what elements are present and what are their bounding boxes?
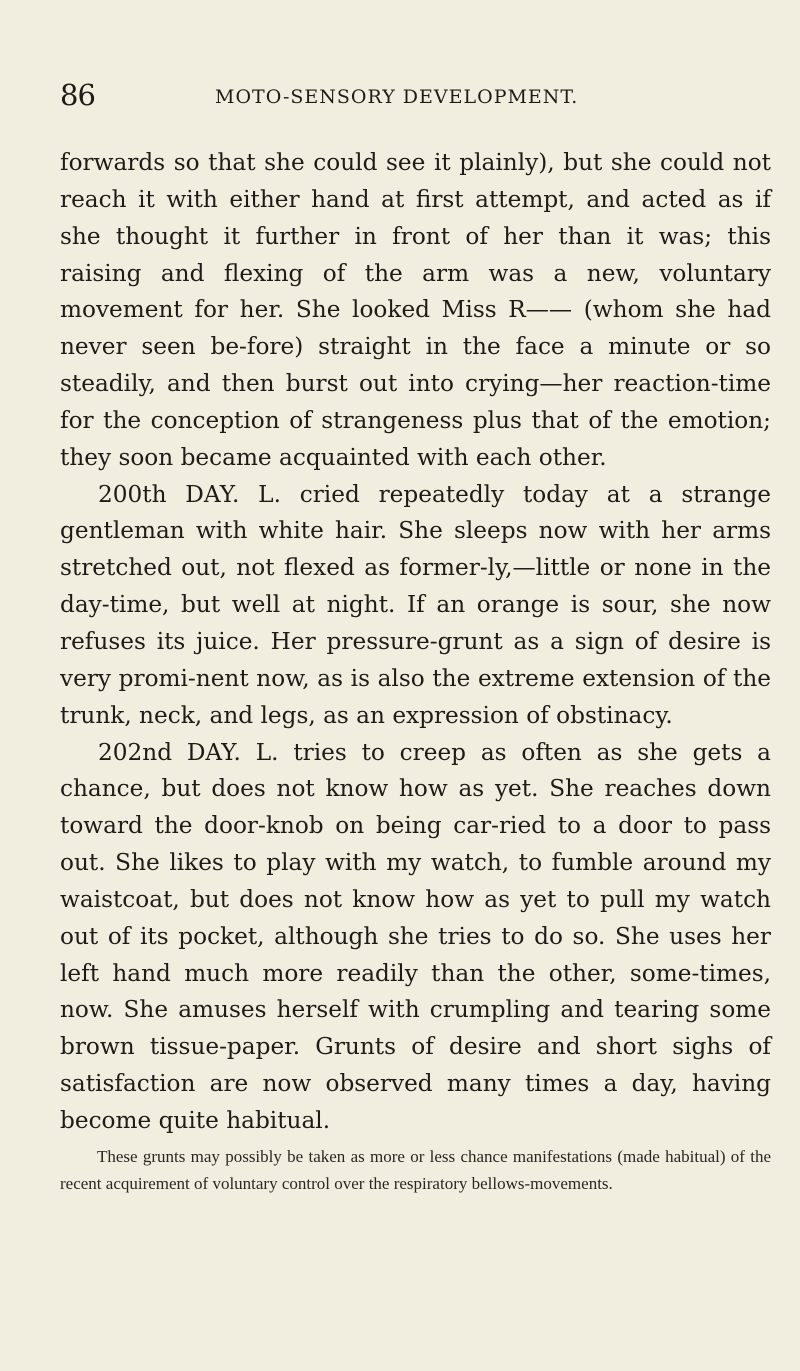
paragraph-202nd-day: 202nd DAY. L. tries to creep as often as she gets a chance, but does not know how as yet. She reaches down toward the door-knob on being car-ried to a door to pass out. She likes to play with my watch, to fumble around my waistcoat, but does not know how as yet to pull my watch out of its pocket, although she tries to do so. She uses her left hand much more readily than the other, some-times, now. She amuses herself with crumpling and tearing some brown tissue-paper. Grunts of desire and short sighs of satisfaction are now observed many times a day, having become quite habitual. [60,738,771,1134]
body-text [60,145,771,1198]
paragraph-200th-day: 200th DAY. L. cried repeatedly today at a strange gentleman with white hair. She sleeps now with her arms stretched out, not flexed as former-ly,—little or none in the day-time, but well at night. If an orange is sour, she now refuses its juice. Her pressure-grunt as a sign of desire is very promi-nent now, as is also the extreme extension of the trunk, neck, and legs, as an expression of obstinacy. [60,480,771,729]
page-number: 86 [60,78,95,112]
paragraph-continuation: forwards so that she could see it plainly), but she could not reach it with either hand at first attempt, and acted as if she thought it further in front of her than it was; this raising and flexing of the arm was a new, voluntary movement for her. She looked Miss R—— (whom she had never seen be-fore) straight in the face a minute or so steadily, and then burst out into crying—her reaction-time for the conception of strangeness plus that of the emotion; they soon became acquainted with each other. [60,149,771,471]
running-head [60,78,768,118]
running-title: MOTO-SENSORY DEVELOPMENT. [215,86,579,108]
small-print-note: These grunts may possibly be taken as more or less chance manifestations (made habitual) of the recent acquirement of voluntary control over the respiratory bellows-movements. [60,1146,771,1194]
